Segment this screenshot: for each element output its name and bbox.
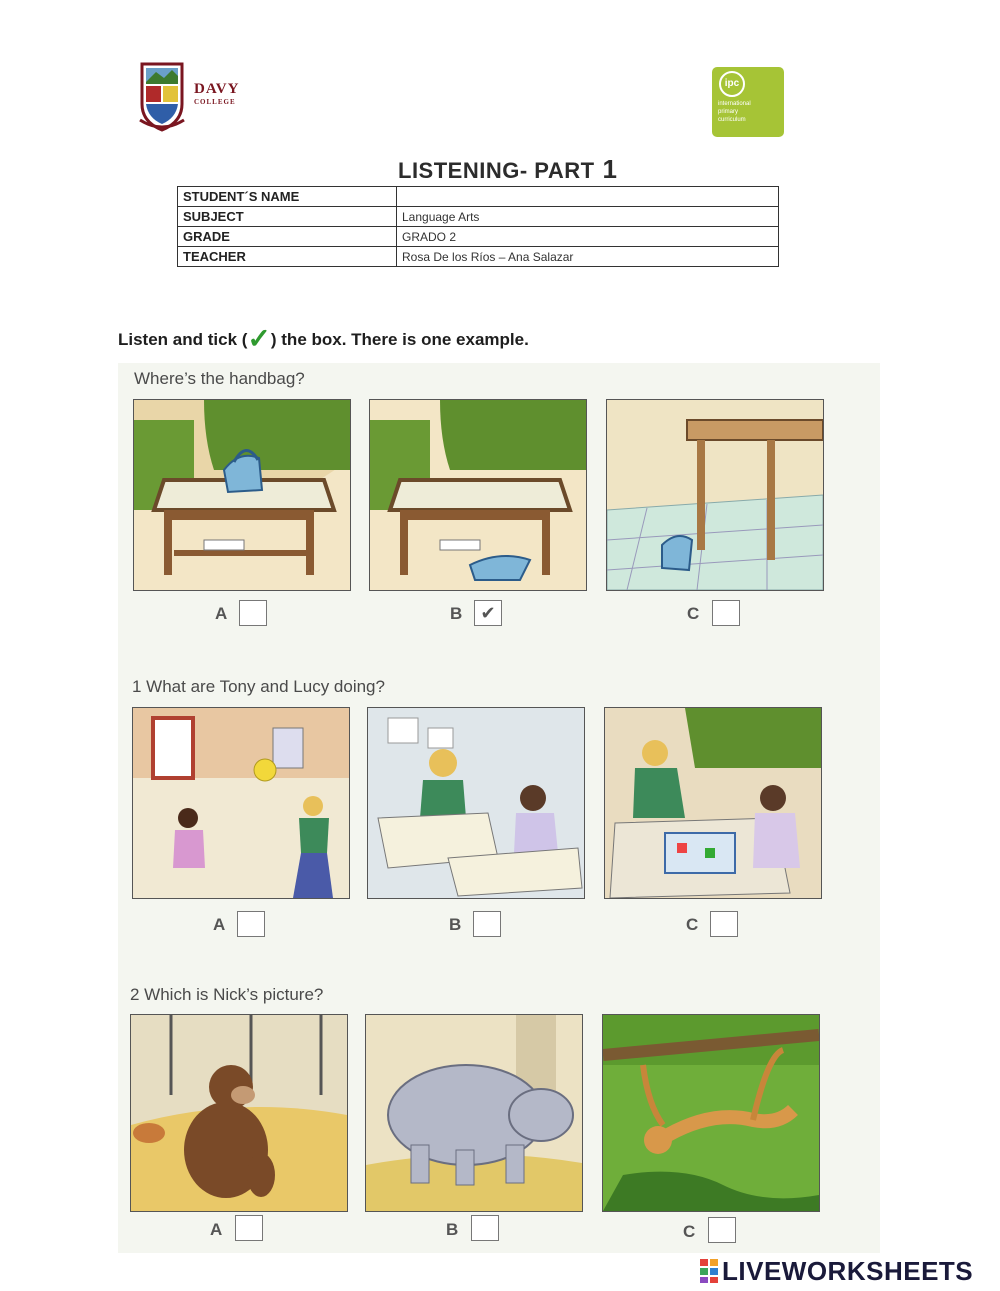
option-letter: B xyxy=(449,915,462,934)
table-value: Rosa De los Ríos – Ana Salazar xyxy=(397,247,779,267)
question-prompt: 1 What are Tony and Lucy doing? xyxy=(132,677,385,696)
table-label: STUDENT´S NAME xyxy=(178,187,397,207)
question-prompt: 2 Which is Nick’s picture? xyxy=(130,985,324,1004)
liveworksheets-icon xyxy=(700,1259,718,1283)
option-letter: A xyxy=(213,915,226,934)
picture-hippo xyxy=(365,1014,583,1212)
liveworksheets-logo xyxy=(700,1256,973,1287)
table-value: Language Arts xyxy=(397,207,779,227)
answer-checkbox[interactable] xyxy=(473,911,501,937)
table-label: SUBJECT xyxy=(178,207,397,227)
page-title-number: 1 xyxy=(602,154,618,184)
ipc-logo-line: curriculum xyxy=(718,117,746,123)
student-name-field[interactable] xyxy=(397,187,779,207)
picture-handbag-under-table xyxy=(369,399,587,591)
question-prompt: Where’s the handbag? xyxy=(134,369,305,388)
college-logo xyxy=(138,60,258,138)
table-label: TEACHER xyxy=(178,247,397,267)
picture-children-board-game xyxy=(604,707,822,899)
ipc-logo-line: primary xyxy=(718,109,739,115)
option-letter: A xyxy=(215,604,228,623)
table-row xyxy=(178,227,779,247)
answer-checkbox[interactable] xyxy=(239,600,267,626)
page-title-text: LISTENING- PART xyxy=(398,158,595,183)
answer-checkbox[interactable] xyxy=(237,911,265,937)
option-letter: B xyxy=(446,1220,459,1239)
tick-icon: ✓ xyxy=(247,323,271,354)
answer-checkbox[interactable] xyxy=(708,1217,736,1243)
table-value: GRADO 2 xyxy=(397,227,779,247)
ipc-logo-mark: ipc xyxy=(719,71,745,97)
college-crest-icon xyxy=(138,60,186,134)
liveworksheets-text: LIVEWORKSHEETS xyxy=(722,1256,974,1286)
table-row xyxy=(178,187,779,207)
college-subtitle: COLLEGE xyxy=(194,98,236,106)
instruction-text xyxy=(118,322,529,355)
answer-checkbox[interactable] xyxy=(471,1215,499,1241)
page-title xyxy=(398,154,618,185)
instruction-before: Listen and tick ( xyxy=(118,330,248,349)
answer-checkbox[interactable]: ✔ xyxy=(474,600,502,626)
ipc-logo xyxy=(712,67,784,137)
answer-checkbox[interactable] xyxy=(712,600,740,626)
ipc-logo-line: international xyxy=(718,101,751,107)
picture-children-writing xyxy=(367,707,585,899)
answer-checkbox[interactable] xyxy=(235,1215,263,1241)
option-letter: C xyxy=(686,915,699,934)
table-row xyxy=(178,247,779,267)
picture-handbag-on-floor xyxy=(606,399,824,591)
option-letter: C xyxy=(687,604,700,623)
answer-checkbox[interactable] xyxy=(710,911,738,937)
college-name: DAVY xyxy=(194,81,240,97)
picture-monkey-swinging xyxy=(602,1014,820,1212)
option-letter: A xyxy=(210,1220,223,1239)
exercise-area xyxy=(118,363,880,1253)
instruction-after: ) the box. There is one example. xyxy=(270,330,529,349)
option-letter: C xyxy=(683,1222,696,1241)
picture-handbag-on-table xyxy=(133,399,351,591)
picture-children-playing-ball xyxy=(132,707,350,899)
table-label: GRADE xyxy=(178,227,397,247)
picture-monkey-in-cage xyxy=(130,1014,348,1212)
option-letter: B xyxy=(450,604,463,623)
table-row xyxy=(178,207,779,227)
student-info-table xyxy=(177,186,779,267)
